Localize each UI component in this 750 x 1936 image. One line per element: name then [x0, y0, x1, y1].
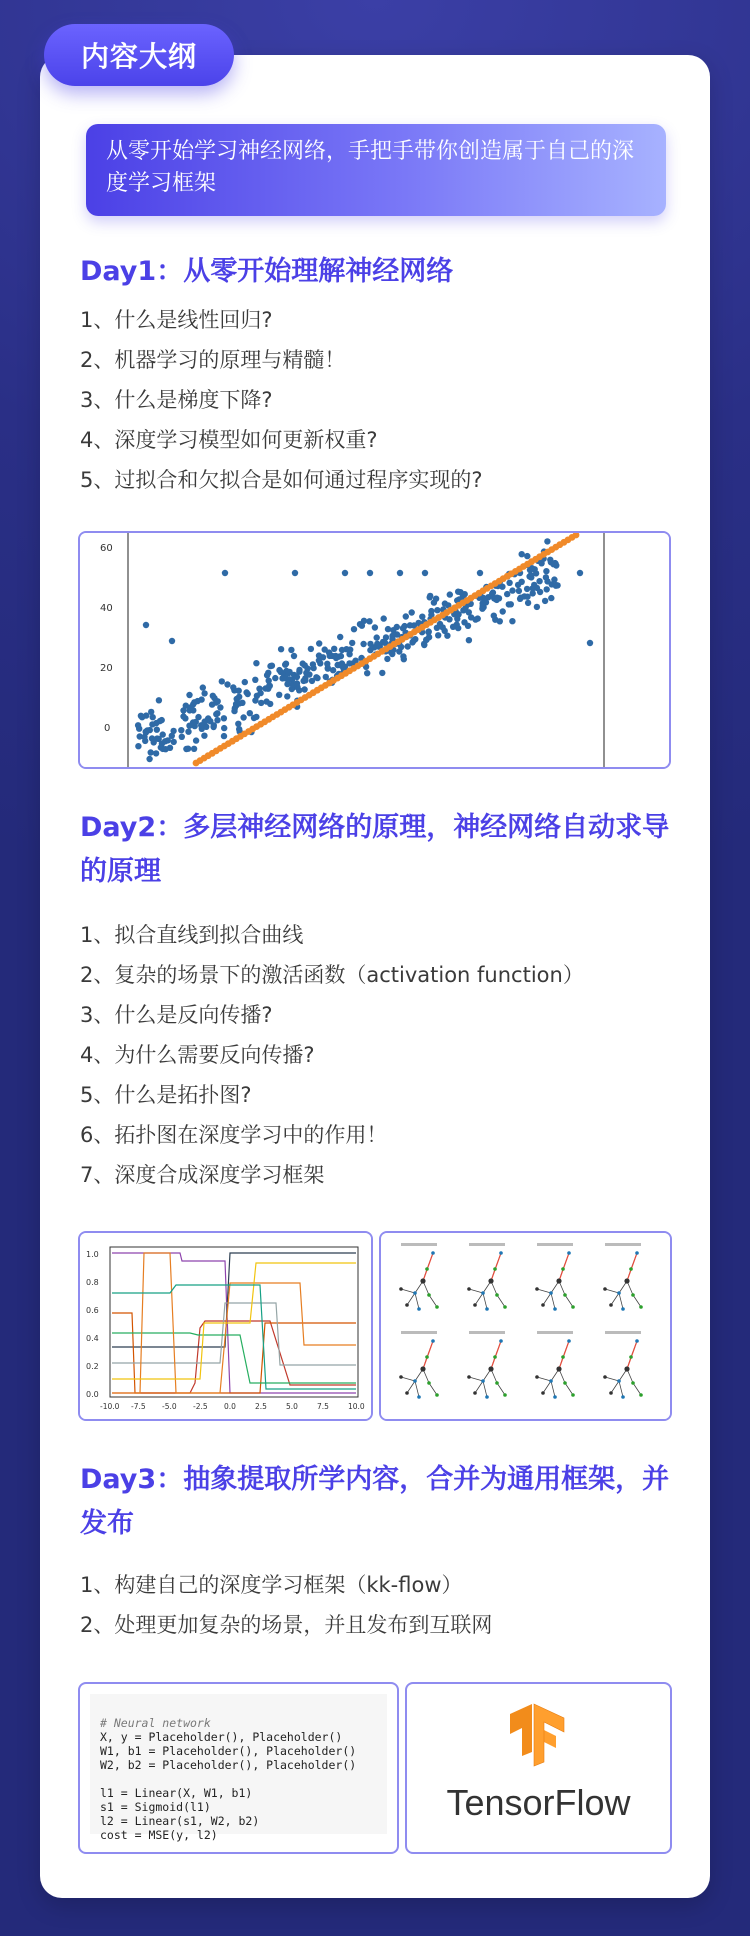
scatter-point [338, 662, 344, 668]
scatter-point [422, 570, 428, 576]
scatter-point [494, 595, 500, 601]
scatter-point [423, 637, 429, 643]
scatter-point [409, 639, 415, 645]
code-line: l2 = Linear(s1, W2, b2) [100, 1814, 260, 1828]
scatter-point [201, 733, 207, 739]
scatter-point [466, 637, 472, 643]
scatter-point [553, 582, 559, 588]
day1-item: 5、过拟合和欠拟合是如何通过程序实现的? [80, 468, 483, 492]
scatter-point [517, 596, 523, 602]
scatter-point [519, 551, 525, 557]
scatter-point [379, 670, 385, 676]
scatter-point [143, 729, 149, 735]
scatter-point [294, 674, 300, 680]
scatter-point [508, 601, 514, 607]
scatter-point [509, 618, 515, 624]
scatter-point [214, 717, 220, 723]
scatter-point [419, 614, 425, 620]
day1-scatter-plot [78, 531, 671, 769]
scatter-point [333, 655, 339, 661]
code-panel [78, 1682, 399, 1854]
day2-title: Day2：多层神经网络的原理，神经网络自动求导的原理 [80, 812, 670, 887]
scatter-point [171, 739, 177, 745]
scatter-point [146, 756, 152, 762]
scatter-point [221, 715, 227, 721]
y-tick-label: 0.4 [86, 1334, 99, 1343]
scatter-point [221, 733, 227, 739]
scatter-point [162, 746, 168, 752]
scatter-point [224, 681, 230, 687]
scatter-point [185, 729, 191, 735]
scatter-point [179, 734, 185, 740]
day2-item: 7、深度合成深度学习框架 [80, 1163, 325, 1187]
scatter-point [394, 624, 400, 630]
scatter-point [236, 700, 242, 706]
scatter-point [169, 638, 175, 644]
scatter-point [527, 567, 533, 573]
scatter-point [381, 615, 387, 621]
scatter-point [366, 618, 372, 624]
tensorflow-panel [405, 1682, 672, 1854]
scatter-point [269, 663, 275, 669]
scatter-point [303, 670, 309, 676]
scatter-point [435, 632, 441, 638]
scatter-point [543, 574, 549, 580]
scatter-point [374, 634, 380, 640]
scatter-point [247, 710, 253, 716]
scatter-point [286, 676, 292, 682]
x-tick-label: 5.0 [286, 1402, 298, 1411]
scatter-point [272, 675, 278, 681]
scatter-point [551, 576, 557, 582]
scatter-point [186, 723, 192, 729]
scatter-point [191, 746, 197, 752]
scatter-point [222, 570, 228, 576]
code-comment: # Neural network [100, 1716, 211, 1730]
scatter-point [504, 591, 510, 597]
y-tick-label: 0 [104, 723, 111, 734]
scatter-point [380, 639, 386, 645]
day2-item: 1、拟合直线到拟合曲线 [80, 923, 304, 947]
scatter-point [367, 570, 373, 576]
scatter-point [310, 661, 316, 667]
scatter-point [251, 715, 257, 721]
scatter-point [209, 701, 215, 707]
scatter-point [525, 600, 531, 606]
scatter-point [454, 616, 460, 622]
scatter-point [385, 626, 391, 632]
day1-item: 4、深度学习模型如何更新权重? [80, 428, 378, 452]
scatter-point [258, 700, 264, 706]
scatter-point [252, 697, 258, 703]
topology-grid-svg [381, 1233, 670, 1419]
scatter-point [159, 717, 165, 723]
scatter-point [150, 714, 156, 720]
scatter-point [360, 641, 366, 647]
scatter-point [337, 634, 343, 640]
scatter-point [235, 721, 241, 727]
y-tick-label: 0.8 [86, 1278, 99, 1287]
day2-item: 3、什么是反向传播? [80, 1003, 273, 1027]
scatter-point [397, 570, 403, 576]
scatter-point [217, 704, 223, 710]
scatter-point [153, 750, 159, 756]
scatter-point [400, 625, 406, 631]
y-tick-label: 40 [100, 603, 113, 614]
scatter-point [331, 646, 337, 652]
scatter-point [433, 596, 439, 602]
day2-item: 2、复杂的场景下的激活函数（activation function） [80, 963, 584, 987]
scatter-point [477, 570, 483, 576]
x-tick-label: 2.5 [255, 1402, 267, 1411]
scatter-point [240, 714, 246, 720]
scatter-point [543, 568, 549, 574]
scatter-point [536, 578, 542, 584]
scatter-point [509, 587, 515, 593]
day1-scatter-svg [80, 533, 669, 767]
scatter-point [230, 684, 236, 690]
scatter-point [342, 570, 348, 576]
x-tick-label: 10.0 [348, 1402, 365, 1411]
scatter-point [457, 589, 463, 595]
scatter-point [267, 683, 273, 689]
scatter-point [491, 613, 497, 619]
scatter-point [301, 686, 307, 692]
day2-list [80, 915, 690, 1195]
scatter-point [506, 580, 512, 586]
scatter-point [544, 586, 550, 592]
scatter-point [524, 586, 530, 592]
day1-item: 3、什么是梯度下降? [80, 388, 273, 412]
scatter-point [162, 738, 168, 744]
scatter-point [371, 644, 377, 650]
y-tick-label: 60 [100, 543, 113, 554]
scatter-point [257, 690, 263, 696]
intro-banner-text: 从零开始学习神经网络，手把手带你创造属于自己的深度学习框架 [106, 139, 635, 196]
scatter-point [400, 653, 406, 659]
scatter-point [577, 570, 583, 576]
tensorflow-wordmark: TensorFlow [446, 1782, 631, 1823]
scatter-point [252, 677, 258, 683]
scatter-point [447, 591, 453, 597]
scatter-point [587, 640, 593, 646]
scatter-point [153, 720, 159, 726]
scatter-point [169, 733, 175, 739]
scatter-point [534, 604, 540, 610]
day2-item: 6、拓扑图在深度学习中的作用！ [80, 1123, 388, 1147]
scatter-point [500, 608, 506, 614]
day1-item: 1、什么是线性回归? [80, 308, 273, 332]
x-tick-label: 0.0 [224, 1402, 236, 1411]
scatter-point [409, 609, 415, 615]
scatter-point [313, 674, 319, 680]
code-line: W1, b1 = Placeholder(), Placeholder() [100, 1744, 357, 1758]
scatter-point [468, 614, 474, 620]
scatter-point [524, 553, 530, 559]
scatter-point [143, 622, 149, 628]
code-line: l1 = Linear(X, W1, b1) [100, 1786, 253, 1800]
code-line: X, y = Placeholder(), Placeholder() [100, 1730, 343, 1744]
scatter-point [531, 582, 537, 588]
y-tick-label: 0.6 [86, 1306, 99, 1315]
scatter-point [530, 590, 536, 596]
scatter-point [296, 667, 302, 673]
scatter-point [316, 640, 322, 646]
day1-title: Day1：从零开始理解神经网络 [80, 256, 454, 287]
day1-list [80, 300, 690, 500]
x-tick-label: 7.5 [317, 1402, 329, 1411]
scatter-point [187, 704, 193, 710]
scatter-point [515, 582, 521, 588]
scatter-point [364, 670, 370, 676]
scatter-point [489, 590, 495, 596]
y-tick-label: 1.0 [86, 1250, 99, 1259]
scatter-point [219, 678, 225, 684]
scatter-point [294, 680, 300, 686]
scatter-point [263, 698, 269, 704]
scatter-point [185, 746, 191, 752]
scatter-point [282, 662, 288, 668]
scatter-point [292, 570, 298, 576]
scatter-point [537, 589, 543, 595]
scatter-point [154, 735, 160, 741]
scatter-point [236, 688, 242, 694]
scatter-point [349, 640, 355, 646]
day3-list [80, 1565, 690, 1645]
scatter-point [243, 689, 249, 695]
scatter-point [437, 621, 443, 627]
scatter-point [291, 653, 297, 659]
scatter-point [180, 713, 186, 719]
scatter-point [154, 727, 160, 733]
scatter-point [316, 652, 322, 658]
x-tick-label: -7.5 [131, 1402, 146, 1411]
outline-pill [44, 24, 234, 86]
scatter-point [326, 649, 332, 655]
scatter-point [193, 737, 199, 743]
scatter-point [178, 727, 184, 733]
scatter-point [193, 719, 199, 725]
scatter-point [465, 623, 471, 629]
day3-item: 2、处理更加复杂的场景，并且发布到互联网 [80, 1613, 493, 1637]
activation-curves-plot [78, 1231, 373, 1421]
scatter-point [242, 679, 248, 685]
scatter-point [346, 651, 352, 657]
scatter-point [526, 573, 532, 579]
scatter-point [446, 616, 452, 622]
scatter-point [434, 607, 440, 613]
scatter-point [296, 687, 302, 693]
x-tick-label: -2.5 [193, 1402, 208, 1411]
day2-item: 4、为什么需要反向传播? [80, 1043, 315, 1067]
scatter-point [330, 667, 336, 673]
scatter-point [135, 722, 141, 728]
scatter-point [201, 690, 207, 696]
scatter-point [444, 633, 450, 639]
scatter-point [135, 743, 141, 749]
scatter-point [143, 712, 149, 718]
scatter-point [544, 538, 550, 544]
scatter-point [396, 648, 402, 654]
scatter-point [359, 623, 365, 629]
scatter-point [221, 725, 227, 731]
topology-grid [379, 1231, 672, 1421]
scatter-point [215, 698, 221, 704]
outline-pill-label: 内容大纲 [80, 40, 197, 73]
scatter-point [253, 660, 259, 666]
scatter-point [288, 647, 294, 653]
tensorflow-logo-icon [407, 1684, 670, 1852]
scatter-point [548, 595, 554, 601]
day2-item: 5、什么是拓扑图? [80, 1083, 252, 1107]
day3-item: 1、构建自己的深度学习框架（kk-flow） [80, 1573, 463, 1597]
code-line: s1 = Sigmoid(l1) [100, 1800, 211, 1814]
code-block [90, 1694, 387, 1842]
code-line: cost = MSE(y, l2) [100, 1828, 218, 1842]
code-line: W2, b2 = Placeholder(), Placeholder() [100, 1758, 357, 1772]
scatter-point [284, 693, 290, 699]
intro-banner [86, 124, 666, 216]
scatter-point [516, 588, 522, 594]
scatter-point [403, 613, 409, 619]
scatter-point [156, 697, 162, 703]
scatter-point [427, 593, 433, 599]
scatter-point [213, 711, 219, 717]
scatter-point [200, 684, 206, 690]
scatter-point [278, 646, 284, 652]
scatter-point [407, 622, 413, 628]
scatter-point [372, 624, 378, 630]
scatter-point [548, 559, 554, 565]
scatter-point [236, 694, 242, 700]
scatter-point [542, 598, 548, 604]
x-tick-label: -5.0 [162, 1402, 177, 1411]
y-tick-label: 20 [100, 663, 113, 674]
y-tick-label: 0.2 [86, 1362, 99, 1371]
scatter-point [426, 628, 432, 634]
x-tick-label: -10.0 [100, 1402, 120, 1411]
day1-item: 2、机器学习的原理与精髓！ [80, 348, 346, 372]
y-tick-label: 0.0 [86, 1390, 99, 1399]
scatter-point [186, 692, 192, 698]
scatter-point [479, 606, 485, 612]
scatter-point [351, 626, 357, 632]
scatter-point [454, 621, 460, 627]
scatter-point [205, 715, 211, 721]
scatter-point [308, 646, 314, 652]
scatter-point [276, 692, 282, 698]
scatter-point [384, 656, 390, 662]
day3-title: Day3：抽象提取所学内容，合并为通用框架，并发布 [80, 1464, 670, 1539]
scatter-point [148, 749, 154, 755]
scatter-point [264, 672, 270, 678]
scatter-point [302, 677, 308, 683]
activation-curves-svg [80, 1233, 371, 1419]
